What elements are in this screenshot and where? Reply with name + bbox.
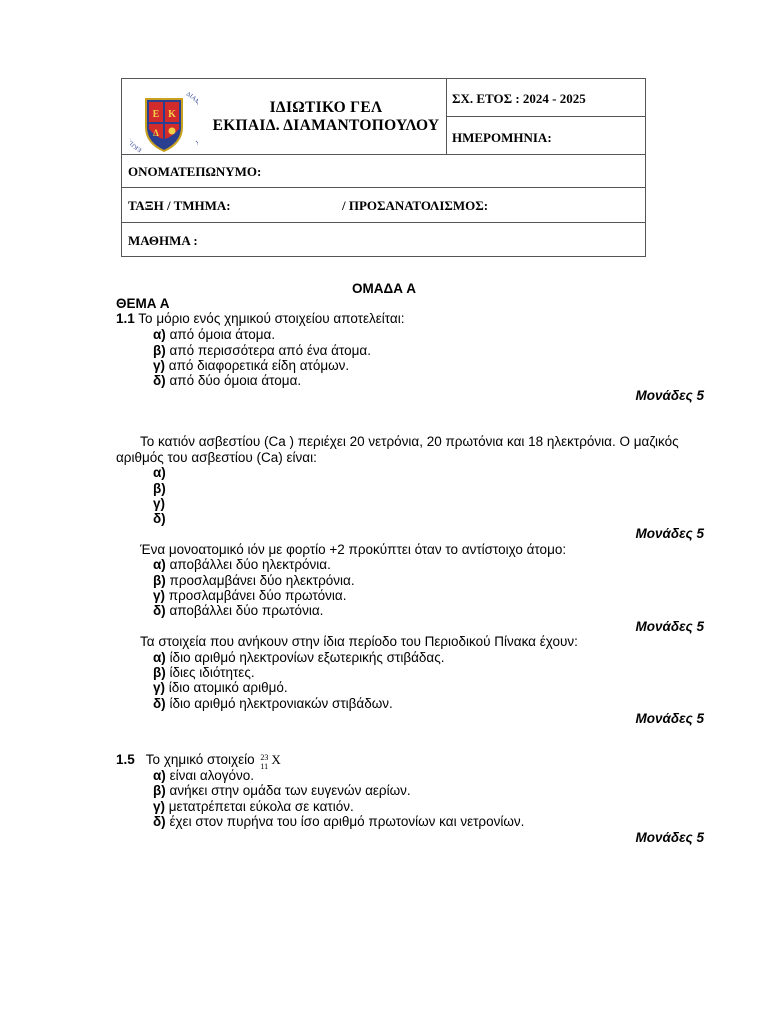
svg-text:Ε: Ε xyxy=(152,109,160,120)
option-text: ίδιο ατομικό αριθμό. xyxy=(168,680,288,695)
element-symbol: X xyxy=(271,752,281,767)
option-letter: γ) xyxy=(153,588,166,603)
question-number: 1.5 xyxy=(116,752,135,767)
option xyxy=(153,573,355,589)
option-letter: α) xyxy=(153,465,166,480)
marks-label: Μονάδες 5 xyxy=(635,711,704,726)
option-text: ίδιο αριθμό ηλεκτρονιακών στιβάδων. xyxy=(169,696,393,711)
option-text: μετατρέπεται εύκολα σε κατιόν. xyxy=(168,799,354,814)
option-letter: β) xyxy=(153,783,166,798)
question-4-stem: Τα στοιχεία που ανήκουν στην ίδια περίοδο του Περιοδικού Πίνακα έχουν: xyxy=(140,634,578,649)
option-letter: δ) xyxy=(153,603,166,618)
option xyxy=(153,603,323,619)
school-name xyxy=(206,99,446,135)
date-label: ΗΜΕΡΟΜΗΝΙΑ: xyxy=(452,130,552,145)
topic-title: ΘΕΜΑ Α xyxy=(116,296,170,311)
name-label: ΟΝΟΜΑΤΕΠΩΝΥΜΟ: xyxy=(128,164,262,179)
svg-text:ΔΙΑΜΑΝΤΟΠΟΥΛΟΥ: ΔΙΑ xyxy=(185,91,197,103)
option xyxy=(153,650,444,666)
option xyxy=(153,696,393,712)
option-letter: δ) xyxy=(153,696,166,711)
option xyxy=(153,665,255,681)
svg-text:Δ: Δ xyxy=(153,128,159,138)
subject-label: ΜΑΘΗΜΑ : xyxy=(128,233,198,248)
group-title: ΟΜΑΔΑ Α xyxy=(352,281,416,296)
option xyxy=(153,343,371,359)
nuclide-notation xyxy=(258,752,282,771)
option-text: προσλαμβάνει δύο πρωτόνια. xyxy=(168,588,347,603)
question-2-stem-line2: αριθμός του ασβεστίου (Ca) είναι: xyxy=(116,450,317,465)
option-text: προσλαμβάνει δύο ηλεκτρόνια. xyxy=(169,573,355,588)
option-letter: α) xyxy=(153,327,166,342)
school-year: ΣΧ. ΕΤΟΣ : 2024 - 2025 xyxy=(452,91,586,106)
option-letter: β) xyxy=(153,573,166,588)
option-letter: β) xyxy=(153,343,166,358)
question-2-stem-line1: Το κατιόν ασβεστίου (Ca ) περιέχει 20 νετρόνια, 20 πρωτόνια και 18 ηλεκτρόνια. Ο μαζικός xyxy=(140,434,679,449)
option-text: ανήκει στην ομάδα των ευγενών αερίων. xyxy=(169,783,411,798)
exam-header-table xyxy=(121,78,646,257)
option-letter: γ) xyxy=(153,680,166,695)
option xyxy=(153,373,301,389)
option xyxy=(153,814,524,830)
option-text: από διαφορετικά είδη ατόμων. xyxy=(168,358,350,373)
svg-text:ΕΚΠΑΙΔΕΥΤΗΡΙΑ: ΕΚΠ xyxy=(130,140,143,153)
option-letter: δ) xyxy=(153,814,166,829)
option xyxy=(153,680,288,696)
option-text: από όμοια άτομα. xyxy=(169,327,276,342)
option-text: είναι αλογόνο. xyxy=(169,768,255,783)
option-text: από περισσότερα από ένα άτομα. xyxy=(169,343,371,358)
option-letter: δ) xyxy=(153,373,166,388)
svg-text:Κ: Κ xyxy=(168,109,176,120)
marks-label: Μονάδες 5 xyxy=(635,830,704,845)
question-text: Το μόριο ενός χημικού στοιχείου αποτελείται: xyxy=(138,311,405,326)
option-text: έχει στον πυρήνα του ίσο αριθμό πρωτονίων και νετρονίων. xyxy=(169,814,525,829)
marks-label: Μονάδες 5 xyxy=(635,526,704,541)
marks-label: Μονάδες 5 xyxy=(635,619,704,634)
school-logo xyxy=(130,87,198,157)
option-text: ίδιες ιδιότητες. xyxy=(169,665,255,680)
option xyxy=(153,783,411,799)
question-3-stem: Ένα μονοατομικό ιόν με φορτίο +2 προκύπτει όταν το αντίστοιχο άτομο: xyxy=(140,542,567,557)
divider xyxy=(446,79,447,154)
option-letter: α) xyxy=(153,650,166,665)
option xyxy=(153,799,354,815)
option-letter: β) xyxy=(153,665,166,680)
option-text: από δύο όμοια άτομα. xyxy=(169,373,302,388)
marks-label: Μονάδες 5 xyxy=(635,388,704,403)
class-label: ΤΑΞΗ / ΤΜΗΜΑ: xyxy=(128,198,231,213)
option xyxy=(153,557,331,573)
school-name-line2: ΕΚΠΑΙΔ. ΔΙΑΜΑΝΤΟΠΟΥΛΟΥ xyxy=(212,117,440,134)
option xyxy=(153,327,275,343)
question-1-stem xyxy=(116,311,404,327)
option-text: αποβάλλει δύο πρωτόνια. xyxy=(169,603,324,618)
school-name-line1: ΙΔΙΩΤΙΚΟ ΓΕΛ xyxy=(269,99,383,116)
orientation-label: / ΠΡΟΣΑΝΑΤΟΛΙΣΜΟΣ: xyxy=(342,198,489,213)
mass-number: 23 xyxy=(260,753,269,762)
option-letter: γ) xyxy=(153,496,166,511)
option-text: ίδιο αριθμό ηλεκτρονίων εξωτερικής στιβάδας. xyxy=(169,650,445,665)
option-letter: α) xyxy=(153,557,166,572)
option-letter: γ) xyxy=(153,799,166,814)
divider xyxy=(122,154,645,155)
option xyxy=(153,588,346,604)
option-letter: α) xyxy=(153,768,166,783)
question-5-stem xyxy=(116,752,282,771)
option-text: αποβάλλει δύο ηλεκτρόνια. xyxy=(169,557,331,572)
question-text: Το χημικό στοιχείο xyxy=(145,752,255,767)
question-number: 1.1 xyxy=(116,311,135,326)
atomic-number: 11 xyxy=(260,762,269,771)
option-letter: β) xyxy=(153,481,166,496)
divider xyxy=(446,116,645,117)
option xyxy=(153,358,349,374)
option-letter: γ) xyxy=(153,358,166,373)
option-letter: δ) xyxy=(153,511,166,526)
divider xyxy=(122,187,645,188)
divider xyxy=(122,222,645,223)
option xyxy=(153,768,254,784)
